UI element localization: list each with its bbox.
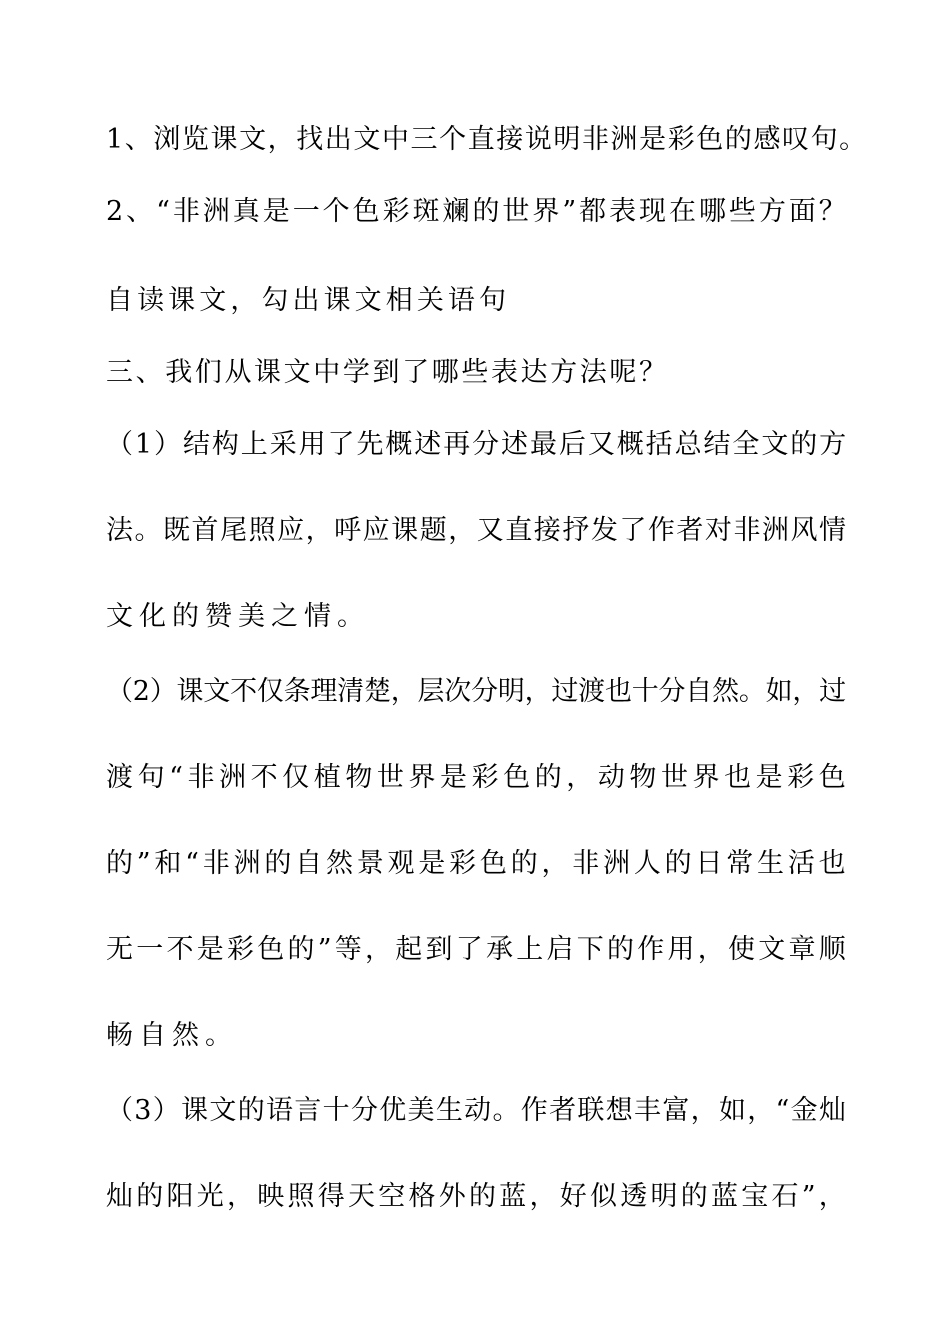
text-line: 灿的阳光，映照得天空格外的蓝，好似透明的蓝宝石”， (106, 1181, 850, 1212)
text-line: 文化的赞美之情。 (106, 601, 370, 632)
text-line: 2、“非洲真是一个色彩斑斓的世界”都表现在哪些方面？ (106, 196, 849, 227)
text-line: （2）课文不仅条理清楚，层次分明，过渡也十分自然。如，过 (106, 676, 846, 707)
text-line: 1、浏览课文，找出文中三个直接说明非洲是彩色的感叹句。 (106, 124, 868, 155)
text-line: 的”和“非洲的自然景观是彩色的，非洲人的日常生活也 (106, 848, 850, 879)
text-line: （3）课文的语言十分优美生动。作者联想丰富，如，“金灿 (106, 1095, 848, 1126)
text-line: 自读课文，勾出课文相关语句 (106, 285, 511, 316)
text-line: （1）结构上采用了先概述再分述最后又概括总结全文的方 (106, 429, 849, 460)
text-line: 三、我们从课文中学到了哪些表达方法呢？ (106, 357, 669, 388)
text-line: 无一不是彩色的”等，起到了承上启下的作用，使文章顺 (106, 934, 850, 965)
text-line: 畅自然。 (106, 1020, 238, 1051)
text-line: 渡句“非洲不仅植物世界是彩色的，动物世界也是彩色 (106, 762, 851, 793)
text-line: 法。既首尾照应，呼应课题，又直接抒发了作者对非洲风情 (106, 515, 848, 546)
